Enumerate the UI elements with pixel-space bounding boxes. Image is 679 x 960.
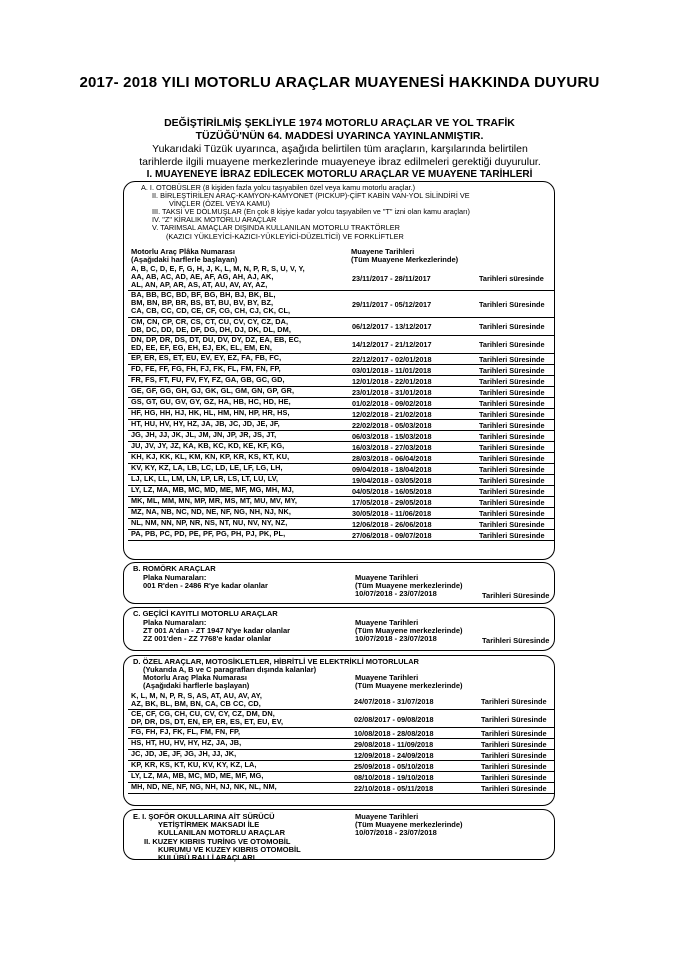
period-note: Tarihleri Süresinde (479, 498, 545, 507)
plate-line: HF, HG, HH, HJ, HK, HL, HM, HN, HP, HR, HS, (131, 408, 290, 417)
plate-letters (131, 265, 341, 289)
inspection-dates: 28/03/2018 - 06/04/2018 (352, 454, 432, 463)
plate-line: DB, DC, DD, DE, DF, DG, DH, DJ, DK, DL, DM, (131, 324, 291, 334)
plate-letters (131, 420, 341, 428)
period-note: Tarihleri Süresinde (479, 476, 545, 485)
inspection-dates: 10/08/2018 - 28/08/2018 (354, 729, 434, 739)
plate-letters (131, 750, 341, 758)
section-b-text (143, 574, 268, 590)
inspection-dates: 27/06/2018 - 09/07/2018 (352, 531, 432, 540)
plate-line: JG, JH, JJ, JK, JL, JM, JN, JP, JR, JS, JT, (131, 430, 277, 439)
plate-letters (131, 497, 341, 505)
inspection-dates: 06/03/2018 - 15/03/2018 (352, 432, 432, 441)
inspection-dates: 04/05/2018 - 16/05/2018 (352, 487, 432, 496)
inspection-dates: 22/02/2018 - 05/03/2018 (352, 421, 432, 430)
plate-line: CA, CB, CC, CD, CE, CF, CG, CH, CJ, CK, CL, (131, 306, 291, 316)
plate-line: LY, LZ, MA, MB, MC, MD, ME, MF, MG, (131, 771, 264, 781)
category-item: A. I. OTOBÜSLER (8 kişiden fazla yolcu taşıyabilen özel veya kamu motorlu araçlar.) (141, 183, 416, 192)
period-note: Tarihleri Süresinde (481, 762, 547, 772)
section-c-line: ZZ 001'den - ZZ 7768'e kadar olanlar (143, 634, 272, 644)
inspection-dates: 12/02/2018 - 21/02/2018 (352, 410, 432, 419)
period-note: Tarihleri Süresinde (481, 714, 547, 724)
col-head-line: (Tüm Muayene Merkezlerinde) (351, 255, 459, 265)
subtitle (0, 117, 679, 143)
plate-line: DN, DP, DR, DS, DT, DU, DV, DY, DZ, EA, EB, EC, (131, 334, 302, 344)
inspection-dates: 17/05/2018 - 29/05/2018 (352, 498, 432, 507)
category-item: VİNÇLER (ÖZEL VEYA KAMU) (169, 199, 270, 209)
plate-line: KV, KY, KZ, LA, LB, LC, LD, LE, LF, LG, LH, (131, 463, 283, 472)
plate-line: CE, CF, CG, CH, CU, CV, CY, CZ, DM, DN, (131, 709, 275, 719)
period-note: Tarihleri Süresinde (481, 729, 547, 739)
period-note: Tarihleri Süresinde (479, 322, 545, 332)
section-c-title: C. GEÇİCİ KAYITLI MOTORLU ARAÇLAR (133, 609, 278, 618)
section-e-line: II. KUZEY KIBRIS TURİNG VE OTOMOBİL (144, 836, 291, 846)
inspection-dates: 29/08/2018 - 11/09/2018 (354, 740, 434, 750)
plate-line: KP, KR, KS, KT, KU, KV, KY, KZ, LA, (131, 760, 257, 770)
plate-letters (131, 772, 341, 780)
section-e-head-line: (Tüm Muayene merkezlerinde) (355, 820, 463, 830)
col-head-line: Muayene Tarihleri (351, 247, 415, 256)
plate-line: GE, GF, GG, GH, GJ, GK, GL, GM, GN, GP, GR, (131, 386, 295, 395)
period-note: Tarihleri Süresinde (479, 366, 545, 375)
subtitle-line: DEĞİŞTİRİLMİŞ ŞEKLİYLE 1974 MOTORLU ARAÇLAR VE YOL TRAFİK (164, 117, 515, 129)
inspection-dates: 22/10/2018 - 05/11/2018 (354, 784, 434, 794)
col-head-line: (Tüm Muayene merkezlerinde) (355, 681, 463, 691)
plate-line: DP, DR, DS, DT, EN, EP, ER, ES, ET, EU, EV, (131, 717, 284, 727)
table-row (128, 336, 554, 354)
period-note: Tarihleri süresinde (479, 273, 544, 283)
section-b-title: B. ROMÖRK ARAÇLAR (133, 564, 216, 573)
plate-line: AZ, BK, BL, BM, BN, CA, CB CC, CD, (131, 699, 261, 709)
inspection-dates: 25/09/2018 - 05/10/2018 (354, 762, 434, 772)
category-item: V. TARIMSAL AMAÇLAR DIŞINDA KULLANILAN MOTORLU TRAKTÖRLER (152, 223, 400, 233)
plate-line: PA, PB, PC, PD, PE, PF, PG, PH, PJ, PK, PL, (131, 529, 286, 538)
intro-line: Yukarıdaki Tüzük uyarınca, aşağıda belirtilen tüm araçların, karşılarında belirtilen (152, 143, 528, 155)
inspection-dates: 12/01/2018 - 22/01/2018 (352, 377, 432, 386)
table-row (128, 291, 554, 317)
plate-letters (131, 409, 341, 417)
period-note: Tarihleri Süresinde (479, 377, 545, 386)
period-note: Tarihleri Süresinde (479, 509, 545, 518)
section-c-dates: 10/07/2018 - 23/07/2018 (355, 634, 437, 644)
col-head-line: Motorlu Araç Plâka Numarası (131, 247, 235, 256)
period-note: Tarihleri Süresinde (479, 432, 545, 441)
period-note: Tarihleri Süresinde (481, 696, 547, 706)
plate-letters (131, 728, 341, 736)
plate-letters (131, 442, 341, 450)
plate-line: LJ, LK, LL, LM, LN, LP, LR, LS, LT, LU, LV, (131, 474, 279, 483)
period-note: Tarihleri Süresinde (479, 454, 545, 463)
period-note: Tarihleri Süresinde (479, 299, 545, 309)
section-e-head (355, 813, 463, 838)
plate-line: MZ, NA, NB, NC, ND, NE, NF, NG, NH, NJ, NK, (131, 507, 291, 516)
section-b-line: Plaka Numaraları: (143, 573, 207, 582)
inspection-dates: 06/12/2017 - 13/12/2017 (352, 322, 432, 332)
period-note: Tarihleri Süresinde (481, 740, 547, 750)
period-note: Tarihleri Süresinde (479, 443, 545, 452)
plate-letters (131, 486, 341, 494)
period-note: Tarihleri Süresinde (479, 531, 545, 540)
plate-line: FG, FH, FJ, FK, FL, FM, FN, FP, (131, 727, 241, 737)
section-b-head-line: Muayene Tarihleri (355, 573, 419, 582)
plate-line: GS, GT, GU, GV, GY, GZ, HA, HB, HC, HD, HE, (131, 397, 291, 406)
plate-letters (131, 376, 341, 384)
section-a-categories (141, 184, 470, 241)
inspection-dates: 19/04/2018 - 03/05/2018 (352, 476, 432, 485)
plate-letters (131, 739, 341, 747)
inspection-dates: 24/07/2018 - 31/07/2018 (354, 696, 434, 706)
period-note: Tarihleri Süresinde (479, 355, 545, 364)
plate-letters (131, 519, 341, 527)
plate-line: A, B, C, D, E, F, G, H, J, K, L, M, N, P, R, S, U, V, Y, (131, 264, 305, 273)
plate-line: FD, FE, FF, FG, FH, FJ, FK, FL, FM, FN, FP, (131, 364, 281, 373)
plate-letters (131, 475, 341, 483)
section-e-line: KULLANILAN MOTORLU ARAÇLAR (158, 828, 286, 838)
inspection-dates: 03/01/2018 - 11/01/2018 (352, 366, 432, 375)
period-note: Tarihleri Süresinde (479, 388, 545, 397)
plate-letters (131, 318, 341, 334)
section-c-line: Plaka Numaraları: (143, 618, 207, 627)
inspection-dates: 12/09/2018 - 24/09/2018 (354, 751, 434, 761)
plate-line: ED, EE, EF, EG, EH, EJ, EK, EL, EM, EN, (131, 342, 272, 352)
plate-line: EP, ER, ES, ET, EU, EV, EY, EZ, FA, FB, FC, (131, 353, 282, 362)
inspection-dates: 09/04/2018 - 18/04/2018 (352, 465, 432, 474)
section-e-line: E. I. ŞOFÖR OKULLARINA AİT SÜRÜCÜ (133, 812, 275, 821)
section-d-subtitle: (Yukarıda A, B ve C paragrafları dışında kalanlar) (143, 665, 317, 674)
section-e-line: KULÜBÜ RALLİ ARAÇLARI (158, 853, 255, 863)
plate-letters (131, 692, 341, 708)
plate-line: BM, BN, BP, BR, BS, BT, BU, BV, BY, BZ, (131, 298, 274, 308)
period-note: Tarihleri Süresinde (479, 421, 545, 430)
plate-letters (131, 398, 341, 406)
col-head-line: Motorlu Araç Plaka Numarası (143, 673, 247, 682)
plate-letters (131, 453, 341, 461)
plate-line: BA, BB, BC, BD, BF, BG, BH, BJ, BK, BL, (131, 290, 276, 300)
section-d-col1-head (143, 674, 249, 690)
plate-line: MH, ND, NE, NF, NG, NH, NJ, NK, NL, NM, (131, 782, 277, 792)
plate-line: KH, KJ, KK, KL, KM, KN, KP, KR, KS, KT, KU, (131, 452, 290, 461)
plate-line: CM, CN, CP, CR, CS, CT, CU, CV, CY, CZ, DA, (131, 316, 289, 326)
inspection-dates: 30/05/2018 - 11/06/2018 (352, 509, 432, 518)
col-head-line: (Aşağıdaki harflerle başlayan) (131, 255, 238, 265)
plate-letters (131, 464, 341, 472)
subtitle-line: TÜZÜĞÜ'NÜN 64. MADDESİ UYARINCA YAYINLANMIŞTIR. (195, 130, 484, 142)
category-item: IV. "Z" KİRALIK MOTORLU ARAÇLAR (152, 215, 277, 225)
period-note: Tarihleri Süresinde (479, 520, 545, 529)
section-b-head (355, 574, 463, 599)
page-title: 2017- 2018 YILI MOTORLU ARAÇLAR MUAYENESİ HAKKINDA DUYURU (79, 74, 600, 91)
section-c-head (355, 619, 463, 644)
plate-line: LY, LZ, MA, MB, MC, MD, ME, MF, MG, MH, MJ, (131, 485, 294, 494)
plate-line: FR, FS, FT, FU, FV, FY, FZ, GA, GB, GC, GD, (131, 375, 285, 384)
category-item: III. TAKSİ VE DOLMUŞLAR (En çok 8 kişiye kadar yolcu taşıyabilen ve "T" izni olan kamu araçları) (152, 207, 470, 217)
inspection-dates: 23/01/2018 - 31/01/2018 (352, 388, 432, 397)
plate-line: NL, NM, NN, NP, NR, NS, NT, NU, NV, NY, NZ, (131, 518, 288, 527)
col-head-line: (Aşağıdaki harflerle başlayan) (143, 681, 250, 691)
inspection-dates: 23/11/2017 - 28/11/2017 (352, 273, 431, 283)
plate-line: HS, HT, HU, HV, HY, HZ, JA, JB, (131, 738, 242, 748)
inspection-dates: 02/08/2017 - 09/08/2018 (354, 714, 434, 724)
period-note: Tarihleri Süresinde (479, 340, 545, 350)
plate-letters (131, 710, 341, 726)
plate-letters (131, 783, 341, 791)
inspection-dates: 12/06/2018 - 26/06/2018 (352, 520, 432, 529)
section-e-line: YETİŞTİRMEK MAKSADI İLE (158, 820, 260, 830)
table-row (128, 530, 554, 541)
plate-line: AL, AN, AP, AR, AS, AT, AU, AV, AY, AZ, (131, 280, 268, 290)
plate-line: HT, HU, HV, HY, HZ, JA, JB, JC, JD, JE, JF, (131, 419, 280, 428)
period-note: Tarihleri Süresinde (479, 487, 545, 496)
section-c-note: Tarihleri Süresinde (482, 636, 550, 645)
section-c-line: ZT 001 A'dan - ZT 1947 N'ye kadar olanlar (143, 626, 291, 636)
plate-letters (131, 365, 341, 373)
section1-title: I. MUAYENEYE İBRAZ EDİLECEK MOTORLU ARAÇLAR VE MUAYENE TARİHLERİ (146, 169, 533, 180)
plate-letters (131, 354, 341, 362)
section-e-line: KURUMU VE KUZEY KIBRIS OTOMOBİL (158, 844, 301, 854)
plate-line: JC, JD, JE, JF, JG, JH, JJ, JK, (131, 749, 237, 759)
period-note: Tarihleri Süresinde (481, 751, 547, 761)
plate-line: AA, AB, AC, AD, AE, AF, AG, AH, AJ, AK, (131, 272, 274, 282)
intro-line: tarihlerde ilgili muayene merkezlerinde muayeneye ibraz edilmeleri gerektiği duyurulur. (139, 156, 541, 168)
section-d-title: D. ÖZEL ARAÇLAR, MOTOSİKLETLER, HİBRİTLİ VE ELEKTRİKLİ MOTORLULAR (133, 657, 419, 666)
period-note: Tarihleri Süresinde (479, 465, 545, 474)
table-row (128, 265, 554, 291)
category-item: II. BİRLEŞTİRİLEN ARAÇ-KAMYON-KAMYONET (PICKUP)-ÇİFT KABİN VAN-YOL SİLİNDİRİ VE (152, 191, 470, 201)
period-note: Tarihleri Süresinde (479, 410, 545, 419)
section-b-dates: 10/07/2018 - 23/07/2018 (355, 589, 437, 599)
section-d-col2-head (355, 674, 463, 690)
col-head-line: Muayene Tarihleri (355, 673, 419, 682)
table-row (128, 318, 554, 336)
period-note: Tarihleri Süresinde (479, 399, 545, 408)
inspection-dates: 16/03/2018 - 27/03/2018 (352, 443, 432, 452)
section-e-dates: 10/07/2018 - 23/07/2018 (355, 828, 437, 838)
plate-letters (131, 761, 341, 769)
plate-letters (131, 387, 341, 395)
period-note: Tarihleri Süresinde (481, 784, 547, 794)
inspection-dates: 22/12/2017 - 02/01/2018 (352, 355, 432, 364)
table-row (128, 710, 554, 728)
section-e-text (133, 813, 301, 862)
section-e-head-line: Muayene Tarihleri (355, 812, 419, 821)
plate-line: MK, ML, MM, MN, MP, MR, MS, MT, MU, MV, MY, (131, 496, 298, 505)
inspection-dates: 08/10/2018 - 19/10/2018 (354, 773, 434, 783)
category-item: (KAZICI YÜKLEYİCİ-KAZICI-YÜKLEYİCİ-DÜZELTİCİ) VE FORKLİFTLER (166, 231, 404, 241)
plate-letters (131, 291, 341, 315)
period-note: Tarihleri Süresinde (481, 773, 547, 783)
section-a-col2-head (351, 248, 458, 264)
section-c-head-line: (Tüm Muayene merkezlerinde) (355, 626, 463, 636)
plate-line: K, L, M, N, P, R, S, AS, AT, AU, AV, AY, (131, 691, 263, 700)
table-row (128, 783, 554, 794)
inspection-dates: 01/02/2018 - 09/02/2018 (352, 399, 432, 408)
section-c-head-line: Muayene Tarihleri (355, 618, 419, 627)
plate-letters (131, 530, 341, 538)
plate-letters (131, 431, 341, 439)
plate-letters (131, 336, 341, 352)
section-a-col1-head (131, 248, 237, 264)
section-b-note: Tarihleri Süresinde (482, 591, 550, 600)
section-c-text (143, 619, 290, 644)
section-b-line: 001 R'den - 2486 R'ye kadar olanlar (143, 581, 268, 591)
inspection-dates: 29/11/2017 - 05/12/2017 (352, 299, 432, 309)
inspection-dates: 14/12/2017 - 21/12/2017 (352, 340, 432, 350)
plate-letters (131, 508, 341, 516)
intro-text (60, 143, 620, 169)
section-b-head-line: (Tüm Muayene merkezlerinde) (355, 581, 463, 591)
plate-line: JU, JV, JY, JZ, KA, KB, KC, KD, KE, KF, KG, (131, 441, 285, 450)
table-row (128, 692, 554, 710)
